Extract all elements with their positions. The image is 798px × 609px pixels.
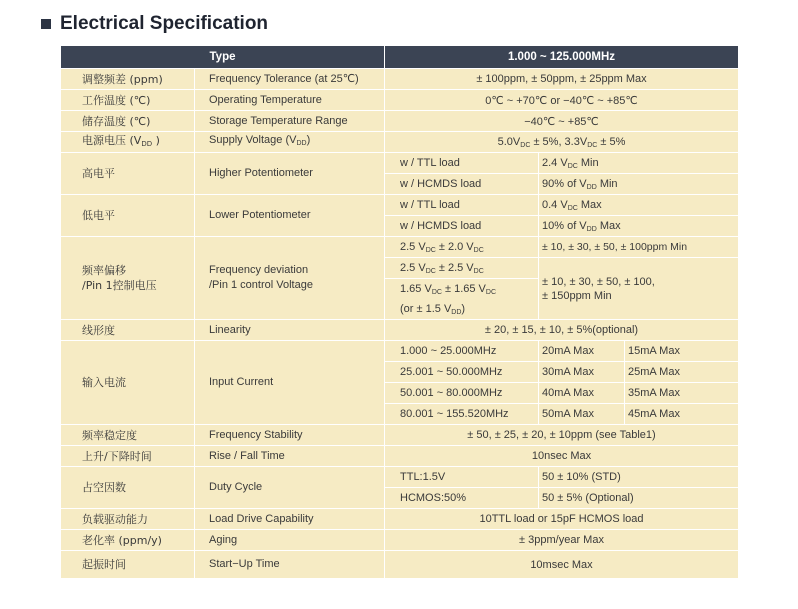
row-label-cn: 频率稳定度 [61, 425, 195, 446]
row-label-en: Rise / Fall Time [195, 446, 385, 467]
row-value: ± 20, ± 15, ± 10, ± 5%(optional) [385, 320, 739, 341]
current-value-b: 25mA Max [625, 362, 739, 383]
row-label-en: Operating Temperature [195, 90, 385, 111]
current-value-a: 30mA Max [539, 362, 625, 383]
row-label-en: Storage Temperature Range [195, 111, 385, 132]
current-value-b: 45mA Max [625, 404, 739, 425]
table-row [61, 237, 739, 258]
row-value: ± 10, ± 30, ± 50, ± 100ppm Min [539, 237, 739, 258]
row-label-cn: 输入电流 [61, 341, 195, 425]
current-value-b: 35mA Max [625, 383, 739, 404]
row-label-cn: 调整频差 (ppm) [61, 69, 195, 90]
load-condition: w / TTL load [385, 153, 539, 174]
header-type: Type [61, 46, 385, 69]
row-label-cn: 工作温度 (℃) [61, 90, 195, 111]
row-value: 10% of $V_{DD}$ Max [539, 216, 739, 237]
row-label-en: Input Current [195, 341, 385, 425]
table-row [61, 446, 739, 467]
table-row [61, 467, 739, 488]
current-value-a: 50mA Max [539, 404, 625, 425]
row-value: 0.4 $V_{DC}$ Max [539, 195, 739, 216]
row-label-cn: 频率偏移 /Pin 1控制电压 [61, 237, 195, 320]
table-row [61, 111, 739, 132]
row-label-en: Duty Cycle [195, 467, 385, 509]
row-value: 90% of $V_{DD}$ Min [539, 174, 739, 195]
section-heading [41, 12, 268, 36]
row-label-cn: 电源电压 ($V_{DD}$ ) [61, 132, 195, 153]
current-value-a: 20mA Max [539, 341, 625, 362]
header-range: 1.000 ~ 125.000MHz [385, 46, 739, 69]
table-row [61, 341, 739, 362]
row-label-en: Lower Potentiometer [195, 195, 385, 237]
load-condition: w / HCMDS load [385, 216, 539, 237]
logic-type: HCMOS:50% [385, 488, 539, 509]
page-title: Electrical Specification [60, 13, 269, 34]
row-label-cn: 起振时间 [61, 551, 195, 579]
table-row [61, 509, 739, 530]
logic-type: TTL:1.5V [385, 467, 539, 488]
row-label-cn: 老化率 (ppm/y) [61, 530, 195, 551]
row-label-en: Aging [195, 530, 385, 551]
row-label-en: Frequency Tolerance (at 25℃) [195, 69, 385, 90]
row-value: 2.4 $V_{DC}$ Min [539, 153, 739, 174]
row-label-en: Higher Potentiometer [195, 153, 385, 195]
heading-bullet-icon [41, 19, 51, 29]
row-value: 10msec Max [385, 551, 739, 579]
row-value: 10nsec Max [385, 446, 739, 467]
frequency-range: 50.001 ~ 80.000MHz [385, 383, 539, 404]
voltage-condition: 2.5 $V_{DC} \pm 2.0$ $V_{DC}$ [385, 237, 539, 258]
row-value: ± 100ppm, ± 50ppm, ± 25ppm Max [385, 69, 739, 90]
table-row [61, 530, 739, 551]
row-value: 0℃ ~ +70℃ or −40℃ ~ +85℃ [385, 90, 739, 111]
voltage-condition: (or ± 1.5 $V_{DD}$) [385, 299, 539, 320]
table-row [61, 69, 739, 90]
voltage-condition: 2.5 $V_{DC} \pm 2.5$ $V_{DC}$ [385, 258, 539, 279]
table-row [61, 90, 739, 111]
table-header [61, 46, 739, 69]
row-value: −40℃ ~ +85℃ [385, 111, 739, 132]
row-value: ± 10, ± 30, ± 50, ± 100, ± 150ppm Min [539, 258, 739, 320]
row-label-cn: 低电平 [61, 195, 195, 237]
row-label-cn: 线形度 [61, 320, 195, 341]
row-value: ± 3ppm/year Max [385, 530, 739, 551]
row-label-en: Linearity [195, 320, 385, 341]
row-label-cn: 高电平 [61, 153, 195, 195]
table-row [61, 425, 739, 446]
voltage-condition: 1.65 $V_{DC} \pm 1.65$ $V_{DC}$ [385, 279, 539, 300]
row-label-cn: 负载驱动能力 [61, 509, 195, 530]
row-label-en: Frequency deviation /Pin 1 control Voltage [195, 237, 385, 320]
frequency-range: 1.000 ~ 25.000MHz [385, 341, 539, 362]
spec-table [60, 45, 739, 579]
table-row [61, 132, 739, 153]
row-value: 50 ± 5% (Optional) [539, 488, 739, 509]
row-label-en: Start−Up Time [195, 551, 385, 579]
current-value-a: 40mA Max [539, 383, 625, 404]
row-value: 10TTL load or 15pF HCMOS load [385, 509, 739, 530]
frequency-range: 25.001 ~ 50.000MHz [385, 362, 539, 383]
table-row [61, 551, 739, 579]
table-row [61, 320, 739, 341]
row-value: 50 ± 10% (STD) [539, 467, 739, 488]
row-value: $5.0V_{DC} \pm 5\%$, $3.3V_{DC} \pm 5\%$ [385, 132, 739, 153]
load-condition: w / TTL load [385, 195, 539, 216]
table-row [61, 153, 739, 174]
row-label-cn: 上升/下降时间 [61, 446, 195, 467]
row-label-cn: 储存温度 (℃) [61, 111, 195, 132]
current-value-b: 15mA Max [625, 341, 739, 362]
table-row [61, 195, 739, 216]
frequency-range: 80.001 ~ 155.520MHz [385, 404, 539, 425]
row-label-en: Load Drive Capability [195, 509, 385, 530]
row-label-cn: 占空因数 [61, 467, 195, 509]
load-condition: w / HCMDS load [385, 174, 539, 195]
row-label-en: Frequency Stability [195, 425, 385, 446]
row-label-en: Supply Voltage $(V_{DD})$ [195, 132, 385, 153]
row-value: ± 50, ± 25, ± 20, ± 10ppm (see Table1) [385, 425, 739, 446]
